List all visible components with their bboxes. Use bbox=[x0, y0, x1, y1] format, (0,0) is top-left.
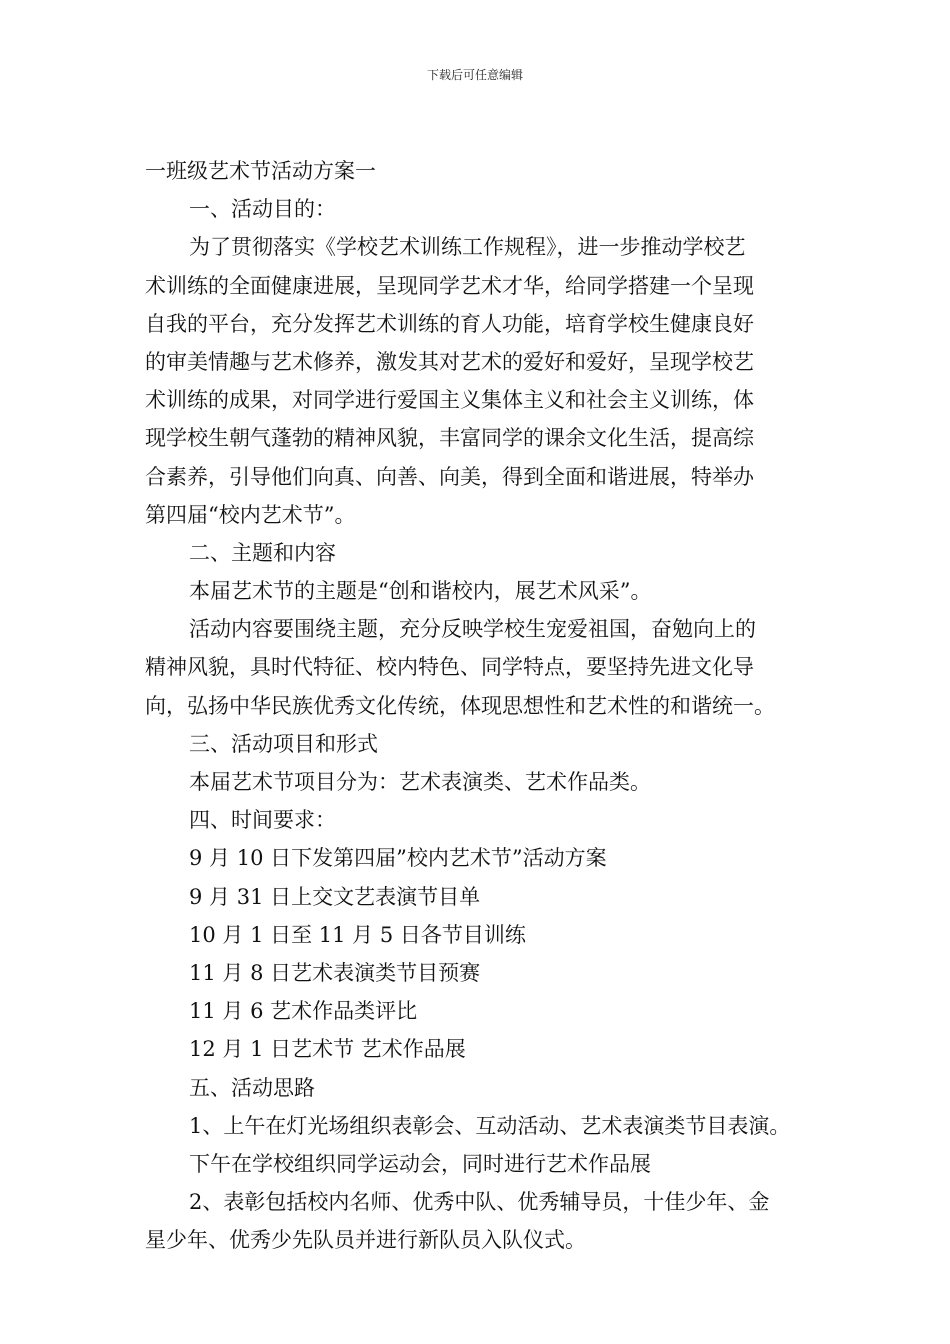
paragraph-line: 活动内容要围绕主题，充分反映学校生宠爱祖国，奋勉向上的 bbox=[189, 617, 756, 642]
paragraph-line: 术训练的成果，对同学进行爱国主义集体主义和社会主义训练，体 bbox=[145, 388, 754, 413]
document-body bbox=[145, 152, 825, 1259]
section-heading-projects: 三、活动项目和形式 bbox=[189, 731, 378, 756]
paragraph-line: 1、上午在灯光场组织表彰会、互动活动、艺术表演类节目表演。 bbox=[189, 1113, 791, 1138]
paragraph-line: 向，弘扬中华民族优秀文化传统，体现思想性和艺术性的和谐统一。 bbox=[145, 693, 775, 718]
paragraph-line: 为了贯彻落实《学校艺术训练工作规程》，进一步推动学校艺 bbox=[189, 235, 746, 260]
paragraph-line: 术训练的全面健康进展，呈现同学艺术才华，给同学搭建一个呈现 bbox=[145, 273, 754, 298]
schedule-item: 11 月 8 日艺术表演类节目预赛 bbox=[189, 960, 481, 985]
paragraph-line: 的审美情趣与艺术修养，激发其对艺术的爱好和爱好，呈现学校艺 bbox=[145, 349, 754, 374]
paragraph-line: 星少年、优秀少先队员并进行新队员入队仪式。 bbox=[145, 1228, 586, 1253]
section-heading-plan: 五、活动思路 bbox=[189, 1075, 315, 1100]
section-heading-theme: 二、主题和内容 bbox=[189, 540, 336, 565]
paragraph-line: 本届艺术节项目分为：艺术表演类、艺术作品类。 bbox=[189, 770, 651, 794]
schedule-item: 9 月 10 日下发第四届”校内艺术节”活动方案 bbox=[189, 846, 607, 871]
section-heading-schedule: 四、时间要求： bbox=[189, 808, 336, 833]
paragraph-line: 本届艺术节的主题是“创和谐校内，展艺术风采”。 bbox=[189, 579, 652, 604]
section-heading-purpose: 一、活动目的： bbox=[189, 197, 336, 222]
schedule-item: 9 月 31 日上交文艺表演节目单 bbox=[189, 884, 481, 909]
paragraph-line: 现学校生朝气蓬勃的精神风貌，丰富同学的课余文化生活，提高综 bbox=[145, 426, 754, 451]
paragraph-line: 2、表彰包括校内名师、优秀中队、优秀辅导员，十佳少年、金 bbox=[189, 1190, 770, 1215]
paragraph-line: 下午在学校组织同学运动会，同时进行艺术作品展 bbox=[189, 1151, 651, 1176]
schedule-item: 11 月 6 艺术作品类评比 bbox=[189, 999, 418, 1024]
paragraph-line: 自我的平台，充分发挥艺术训练的育人功能，培育学校生健康良好 bbox=[145, 311, 754, 336]
document-title: 一班级艺术节活动方案一 bbox=[145, 159, 376, 183]
page-header-note: 下载后可任意编辑 bbox=[426, 68, 523, 82]
paragraph-line: 精神风貌，具时代特征、校内特色、同学特点，要坚持先进文化导 bbox=[145, 655, 754, 680]
schedule-item: 10 月 1 日至 11 月 5 日各节目训练 bbox=[189, 922, 526, 947]
schedule-item: 12 月 1 日艺术节 艺术作品展 bbox=[189, 1037, 466, 1062]
paragraph-line: 合素养，引导他们向真、向善、向美，得到全面和谐进展，特举办 bbox=[145, 464, 754, 489]
paragraph-line: 第四届“校内艺术节”。 bbox=[145, 502, 356, 527]
